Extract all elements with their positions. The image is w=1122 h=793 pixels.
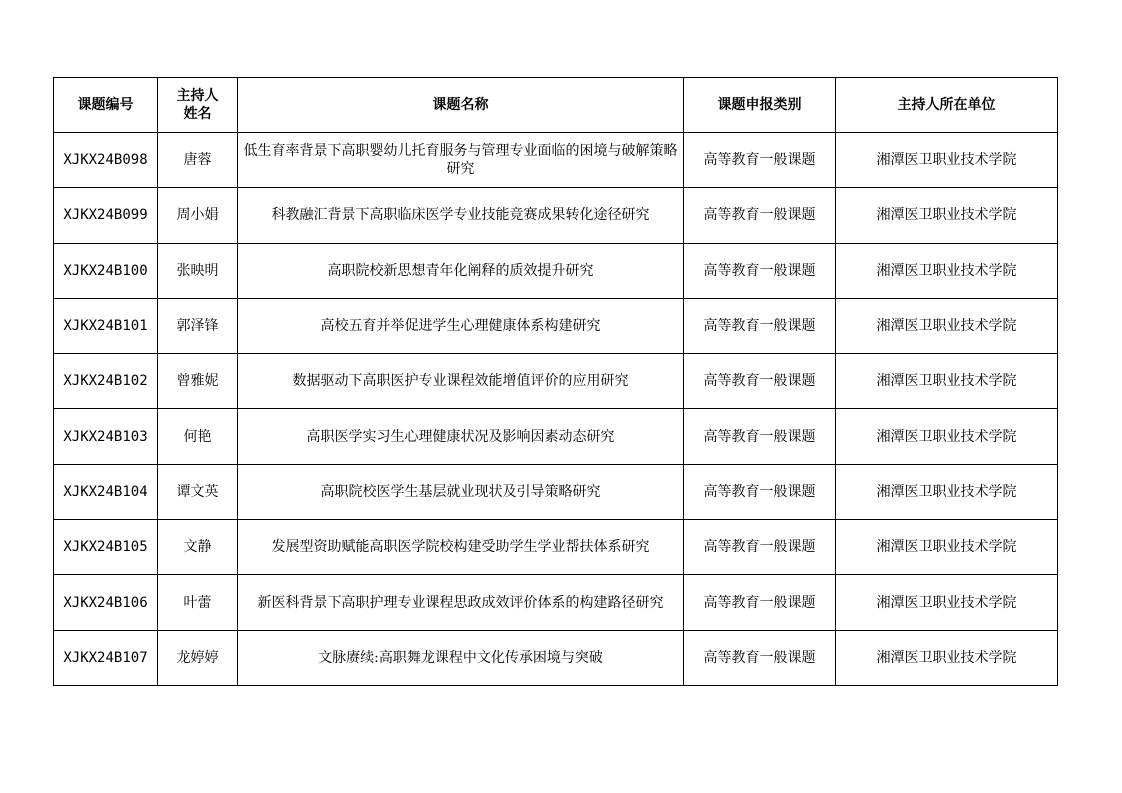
header-host: 主持人姓名 [158,78,238,133]
cell-host: 谭文英 [158,464,238,519]
cell-unit: 湘潭医卫职业技术学院 [836,298,1058,353]
cell-category: 高等教育一般课题 [684,354,836,409]
header-unit: 主持人所在单位 [836,78,1058,133]
table-row [54,188,1058,243]
cell-unit: 湘潭医卫职业技术学院 [836,630,1058,685]
cell-unit: 湘潭医卫职业技术学院 [836,464,1058,519]
cell-code: XJKX24B100 [54,243,158,298]
header-category: 课题申报类别 [684,78,836,133]
cell-title: 低生育率背景下高职婴幼儿托育服务与管理专业面临的困境与破解策略研究 [238,133,684,188]
cell-host: 周小娟 [158,188,238,243]
cell-code: XJKX24B107 [54,630,158,685]
cell-category: 高等教育一般课题 [684,409,836,464]
cell-category: 高等教育一般课题 [684,188,836,243]
cell-title: 高职院校新思想青年化阐释的质效提升研究 [238,243,684,298]
cell-code: XJKX24B104 [54,464,158,519]
cell-code: XJKX24B106 [54,575,158,630]
cell-title: 文脉赓续:高职舞龙课程中文化传承困境与突破 [238,630,684,685]
cell-host: 何艳 [158,409,238,464]
cell-category: 高等教育一般课题 [684,464,836,519]
cell-host: 唐蓉 [158,133,238,188]
cell-title: 高校五育并举促进学生心理健康体系构建研究 [238,298,684,353]
cell-title: 发展型资助赋能高职医学院校构建受助学生学业帮扶体系研究 [238,520,684,575]
cell-category: 高等教育一般课题 [684,298,836,353]
table-row [54,243,1058,298]
header-code: 课题编号 [54,78,158,133]
cell-title: 科教融汇背景下高职临床医学专业技能竞赛成果转化途径研究 [238,188,684,243]
cell-category: 高等教育一般课题 [684,630,836,685]
cell-unit: 湘潭医卫职业技术学院 [836,133,1058,188]
cell-code: XJKX24B099 [54,188,158,243]
cell-code: XJKX24B105 [54,520,158,575]
cell-category: 高等教育一般课题 [684,133,836,188]
cell-unit: 湘潭医卫职业技术学院 [836,409,1058,464]
cell-unit: 湘潭医卫职业技术学院 [836,243,1058,298]
table-row [54,133,1058,188]
cell-unit: 湘潭医卫职业技术学院 [836,520,1058,575]
table-row [54,464,1058,519]
table-header-row [54,78,1058,133]
cell-host: 文静 [158,520,238,575]
cell-unit: 湘潭医卫职业技术学院 [836,188,1058,243]
cell-host: 张映明 [158,243,238,298]
cell-host: 叶蕾 [158,575,238,630]
cell-host: 郭泽锋 [158,298,238,353]
cell-title: 高职院校医学生基层就业现状及引导策略研究 [238,464,684,519]
table-row [54,298,1058,353]
table-row [54,630,1058,685]
cell-category: 高等教育一般课题 [684,575,836,630]
cell-code: XJKX24B103 [54,409,158,464]
cell-unit: 湘潭医卫职业技术学院 [836,354,1058,409]
cell-code: XJKX24B101 [54,298,158,353]
table-row [54,520,1058,575]
cell-category: 高等教育一般课题 [684,520,836,575]
header-title: 课题名称 [238,78,684,133]
projects-table [53,77,1058,686]
cell-code: XJKX24B098 [54,133,158,188]
table-row [54,409,1058,464]
cell-unit: 湘潭医卫职业技术学院 [836,575,1058,630]
cell-code: XJKX24B102 [54,354,158,409]
cell-category: 高等教育一般课题 [684,243,836,298]
table-row [54,575,1058,630]
cell-host: 曾雅妮 [158,354,238,409]
cell-host: 龙婷婷 [158,630,238,685]
cell-title: 数据驱动下高职医护专业课程效能增值评价的应用研究 [238,354,684,409]
cell-title: 新医科背景下高职护理专业课程思政成效评价体系的构建路径研究 [238,575,684,630]
table-row [54,354,1058,409]
cell-title: 高职医学实习生心理健康状况及影响因素动态研究 [238,409,684,464]
